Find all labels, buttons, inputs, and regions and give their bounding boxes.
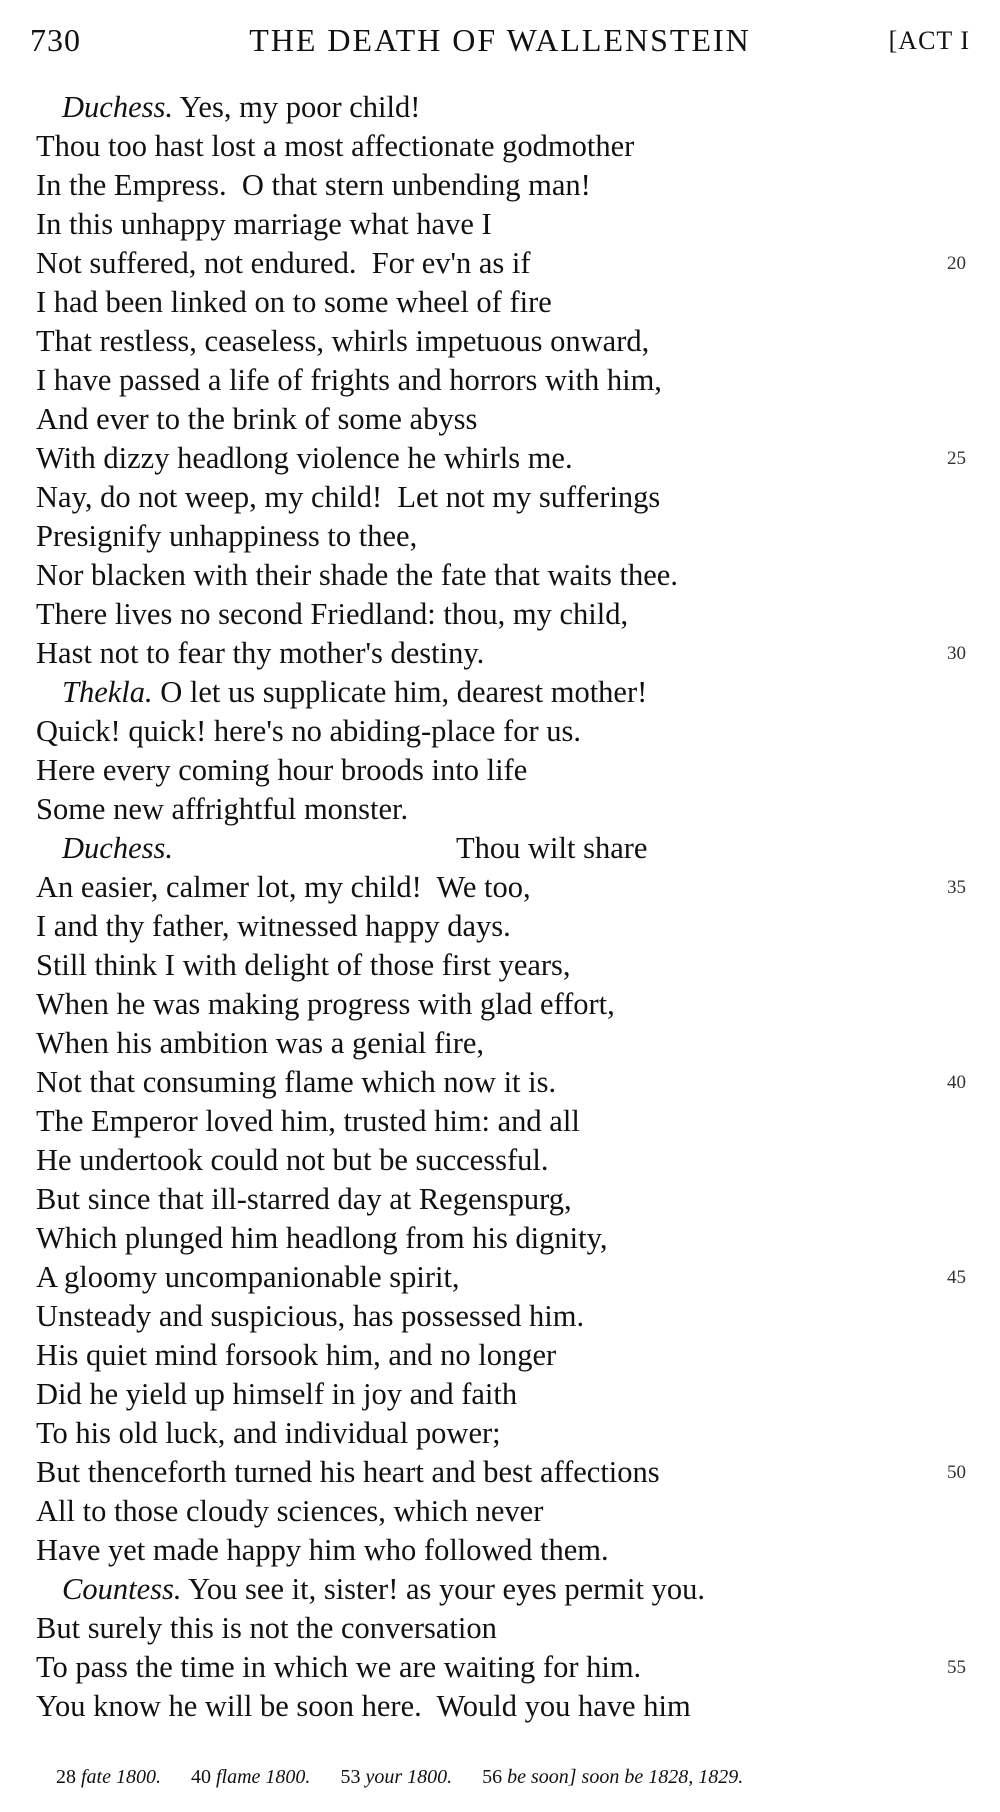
verse-text bbox=[36, 88, 966, 1726]
verse-line-text: Yes, my poor child! bbox=[172, 90, 421, 124]
verse-line bbox=[36, 244, 966, 283]
speaker-name: Duchess. bbox=[62, 831, 173, 865]
speaker-name: Duchess. bbox=[62, 90, 173, 124]
verse-line bbox=[36, 985, 966, 1024]
verse-line-text: A gloomy uncompanionable spirit, bbox=[36, 1260, 460, 1294]
footnote-text: flame 1800. bbox=[216, 1766, 311, 1788]
verse-line-text: Thou too hast lost a most affectionate godmother bbox=[36, 129, 635, 163]
footnote bbox=[56, 1766, 161, 1788]
verse-line bbox=[36, 1024, 966, 1063]
verse-line-text: But thenceforth turned his heart and best affections bbox=[36, 1455, 660, 1489]
verse-line-text: With dizzy headlong violence he whirls me. bbox=[36, 441, 573, 475]
verse-line bbox=[36, 1219, 966, 1258]
line-number: 30 bbox=[947, 643, 966, 664]
verse-line bbox=[36, 478, 966, 517]
verse-line bbox=[36, 751, 966, 790]
verse-line-text: Still think I with delight of those first years, bbox=[36, 948, 571, 982]
line-number: 25 bbox=[947, 448, 966, 469]
verse-line-text: O let us supplicate him, dearest mother! bbox=[152, 675, 648, 709]
verse-line bbox=[36, 1336, 966, 1375]
verse-line-text: I have passed a life of frights and horrors with him, bbox=[36, 363, 662, 397]
verse-line bbox=[36, 1570, 966, 1609]
verse-line-text: Which plunged him headlong from his dignity, bbox=[36, 1221, 608, 1255]
verse-line-text: Quick! quick! here's no abiding-place for us. bbox=[36, 714, 581, 748]
verse-line bbox=[36, 127, 966, 166]
footnote-number: 53 bbox=[340, 1766, 361, 1788]
verse-line-text: When his ambition was a genial fire, bbox=[36, 1026, 485, 1060]
footnote-number: 28 bbox=[56, 1766, 76, 1788]
verse-line bbox=[36, 673, 966, 712]
verse-line bbox=[36, 1531, 966, 1570]
verse-line-text: There lives no second Friedland: thou, my child, bbox=[36, 597, 629, 631]
verse-line bbox=[36, 1141, 966, 1180]
verse-line bbox=[36, 1258, 966, 1297]
verse-line bbox=[36, 712, 966, 751]
verse-line-text: Some new affrightful monster. bbox=[36, 792, 409, 826]
verse-line-text: You know he will be soon here. Would you have him bbox=[36, 1689, 691, 1723]
verse-line bbox=[36, 517, 966, 556]
verse-line-text: Not that consuming flame which now it is. bbox=[36, 1065, 557, 1099]
verse-line-text: To pass the time in which we are waiting for him. bbox=[36, 1650, 642, 1684]
verse-line-text: Unsteady and suspicious, has possessed him. bbox=[36, 1299, 585, 1333]
footnote-number: 40 bbox=[191, 1766, 211, 1788]
verse-line bbox=[36, 400, 966, 439]
verse-line-text: All to those cloudy sciences, which never bbox=[36, 1494, 544, 1528]
page-number: 730 bbox=[30, 22, 81, 58]
verse-line bbox=[36, 283, 966, 322]
verse-half-line: Thou wilt share bbox=[456, 831, 648, 865]
verse-line-text: The Emperor loved him, trusted him: and all bbox=[36, 1104, 580, 1138]
verse-line bbox=[36, 88, 966, 127]
verse-line-text: But surely this is not the conversation bbox=[36, 1611, 497, 1645]
verse-line-text: To his old luck, and individual power; bbox=[36, 1416, 501, 1450]
verse-line bbox=[36, 1648, 966, 1687]
verse-line-text: In the Empress. O that stern unbending man! bbox=[36, 168, 591, 202]
verse-line-text: Nor blacken with their shade the fate that waits thee. bbox=[36, 558, 678, 592]
verse-line bbox=[36, 1375, 966, 1414]
verse-line-text: An easier, calmer lot, my child! We too, bbox=[36, 870, 531, 904]
verse-line-text: Presignify unhappiness to thee, bbox=[36, 519, 418, 553]
verse-line bbox=[36, 946, 966, 985]
line-number: 35 bbox=[947, 877, 966, 898]
line-number: 55 bbox=[947, 1657, 966, 1678]
verse-line bbox=[36, 868, 966, 907]
footnote bbox=[340, 1766, 452, 1788]
verse-line-text: His quiet mind forsook him, and no longer bbox=[36, 1338, 557, 1372]
verse-line bbox=[36, 1687, 966, 1726]
verse-line-text: Hast not to fear thy mother's destiny. bbox=[36, 636, 485, 670]
line-number: 45 bbox=[947, 1267, 966, 1288]
verse-line bbox=[36, 829, 966, 868]
verse-line bbox=[36, 1414, 966, 1453]
verse-line bbox=[36, 1180, 966, 1219]
verse-line-text: He undertook could not but be successful. bbox=[36, 1143, 549, 1177]
verse-line bbox=[36, 1297, 966, 1336]
verse-line-text: And ever to the brink of some abyss bbox=[36, 402, 478, 436]
running-header bbox=[30, 22, 970, 72]
verse-line bbox=[36, 361, 966, 400]
verse-line-text: You see it, sister! as your eyes permit you. bbox=[181, 1572, 705, 1606]
footnote-number: 56 bbox=[482, 1766, 503, 1788]
verse-line-text: Here every coming hour broods into life bbox=[36, 753, 528, 787]
verse-line bbox=[36, 439, 966, 478]
speaker-name: Thekla. bbox=[62, 675, 153, 709]
footnote bbox=[191, 1766, 310, 1788]
line-number: 20 bbox=[947, 253, 966, 274]
verse-line bbox=[36, 205, 966, 244]
verse-line bbox=[36, 1063, 966, 1102]
verse-line-text: That restless, ceaseless, whirls impetuous onward, bbox=[36, 324, 650, 358]
line-number: 50 bbox=[947, 1462, 966, 1483]
verse-line bbox=[36, 556, 966, 595]
verse-line-text: I had been linked on to some wheel of fire bbox=[36, 285, 552, 319]
verse-line-text: Not suffered, not endured. For ev'n as if bbox=[36, 246, 531, 280]
verse-line bbox=[36, 1102, 966, 1141]
verse-line-text: In this unhappy marriage what have I bbox=[36, 207, 492, 241]
verse-line bbox=[36, 322, 966, 361]
verse-line bbox=[36, 595, 966, 634]
verse-line-text: Have yet made happy him who followed them. bbox=[36, 1533, 609, 1567]
verse-line-text: When he was making progress with glad effort, bbox=[36, 987, 615, 1021]
verse-line-text: Nay, do not weep, my child! Let not my sufferings bbox=[36, 480, 661, 514]
verse-line bbox=[36, 166, 966, 205]
verse-line-text: Did he yield up himself in joy and faith bbox=[36, 1377, 518, 1411]
footnote bbox=[482, 1766, 743, 1788]
footnotes bbox=[56, 1766, 986, 1789]
verse-line bbox=[36, 907, 966, 946]
footnote-text: your 1800. bbox=[365, 1766, 453, 1788]
running-title: THE DEATH OF WALLENSTEIN bbox=[249, 22, 751, 58]
verse-line bbox=[36, 1453, 966, 1492]
verse-line bbox=[36, 1492, 966, 1531]
verse-line-text: But since that ill-starred day at Regenspurg, bbox=[36, 1182, 572, 1216]
verse-line bbox=[36, 790, 966, 829]
act-marker: [ACT I bbox=[888, 26, 970, 55]
verse-line bbox=[36, 634, 966, 673]
verse-line bbox=[36, 1609, 966, 1648]
footnote-text: fate 1800. bbox=[81, 1766, 161, 1788]
line-number: 40 bbox=[947, 1072, 966, 1093]
speaker-name: Countess. bbox=[62, 1572, 182, 1606]
verse-line-text: I and thy father, witnessed happy days. bbox=[36, 909, 511, 943]
footnote-text: be soon] soon be 1828, 1829. bbox=[507, 1766, 744, 1788]
